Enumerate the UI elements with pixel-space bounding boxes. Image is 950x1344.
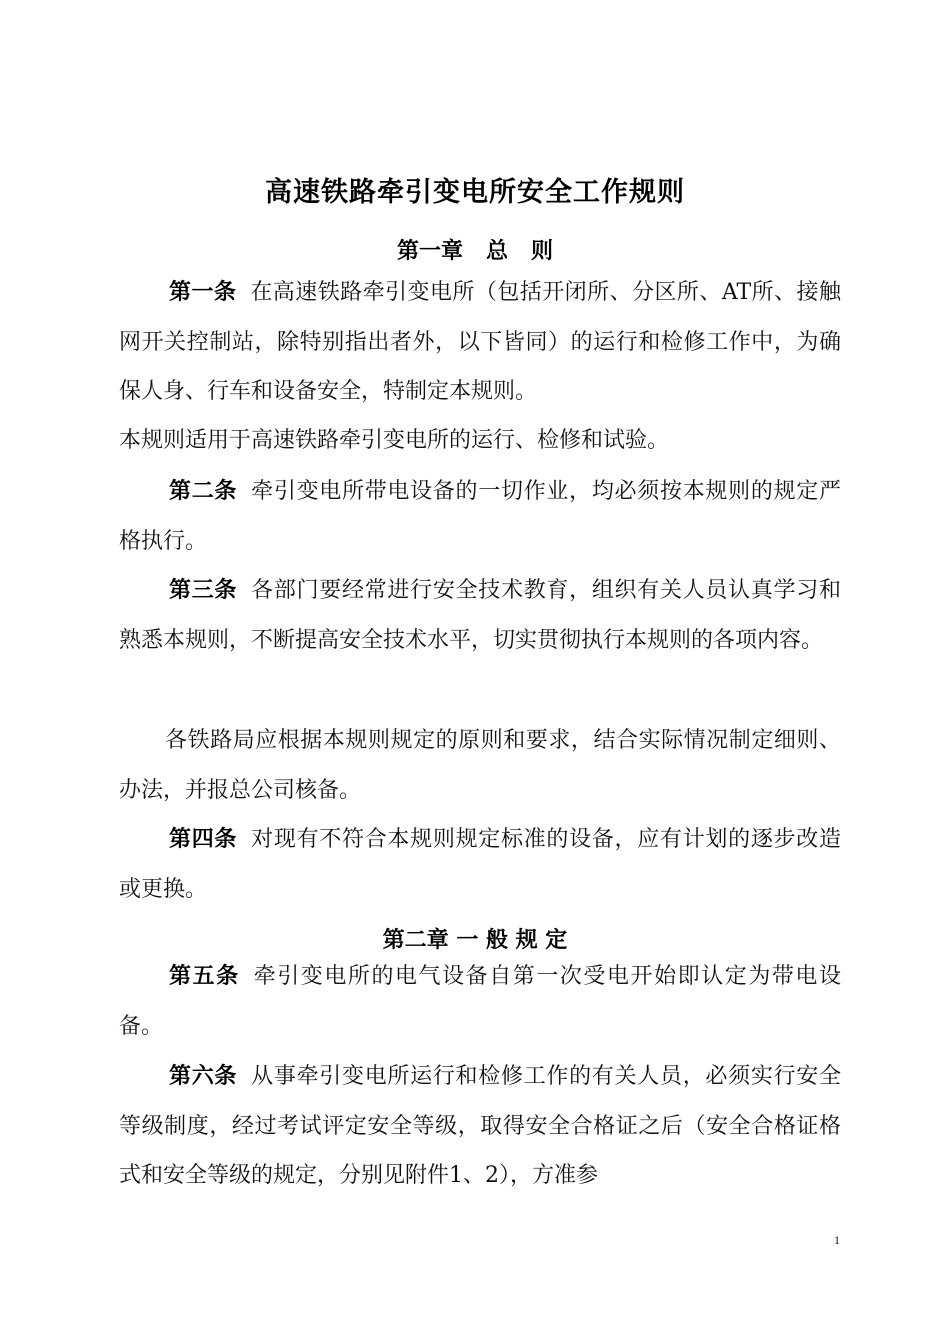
article-4 xyxy=(119,815,841,914)
article-label: 第四条 xyxy=(169,827,238,852)
article-3-supplement xyxy=(119,716,841,815)
article-1-scope xyxy=(119,416,841,466)
article-3 xyxy=(119,566,841,665)
article-text: 牵引变电所的电气设备自第一次受电开始即认定为带电设备。 xyxy=(119,964,841,1039)
article-text: 本规则适用于高速铁路牵引变电所的运行、检修和试验。 xyxy=(119,428,670,453)
article-text: 牵引变电所带电设备的一切作业，均必须按本规则的规定严格执行。 xyxy=(119,479,841,554)
article-5 xyxy=(119,952,841,1051)
article-label: 第一条 xyxy=(169,280,237,305)
page-number: 1 xyxy=(834,1233,840,1247)
article-text: 各部门要经常进行安全技术教育，组织有关人员认真学习和熟悉本规则，不断提高安全技术水平，切实贯彻执行本规则的各项内容。 xyxy=(119,578,841,653)
article-text: 各铁路局应根据本规则规定的原则和要求，结合实际情况制定细则、办法，并报总公司核备。 xyxy=(119,728,841,803)
chapter-heading-2: 第二章 一 般 规 定 xyxy=(382,928,568,953)
article-6 xyxy=(119,1052,841,1201)
article-1 xyxy=(119,268,841,417)
article-text: 从事牵引变电所运行和检修工作的有关人员，必须实行安全等级制度，经过考试评定安全等级，取得安全合格证之后（安全合格证格式和安全等级的规定，分别见附件1、2），方准参 xyxy=(119,1064,841,1188)
article-label: 第五条 xyxy=(169,964,240,989)
article-label: 第六条 xyxy=(169,1064,238,1089)
article-text: 在高速铁路牵引变电所（包括开闭所、分区所、AT所、接触网开关控制站，除特别指出者外，以下皆同）的运行和检修工作中，为确保人身、行车和设备安全，特制定本规则。 xyxy=(119,280,841,404)
article-label: 第二条 xyxy=(169,479,238,504)
article-text: 对现有不符合本规则规定标准的设备，应有计划的逐步改造或更换。 xyxy=(119,827,841,902)
document-title: 高速铁路牵引变电所安全工作规则 xyxy=(265,177,685,208)
chapter-heading-1: 第一章 总 则 xyxy=(397,239,553,264)
article-label: 第三条 xyxy=(169,578,238,603)
article-2 xyxy=(119,467,841,566)
